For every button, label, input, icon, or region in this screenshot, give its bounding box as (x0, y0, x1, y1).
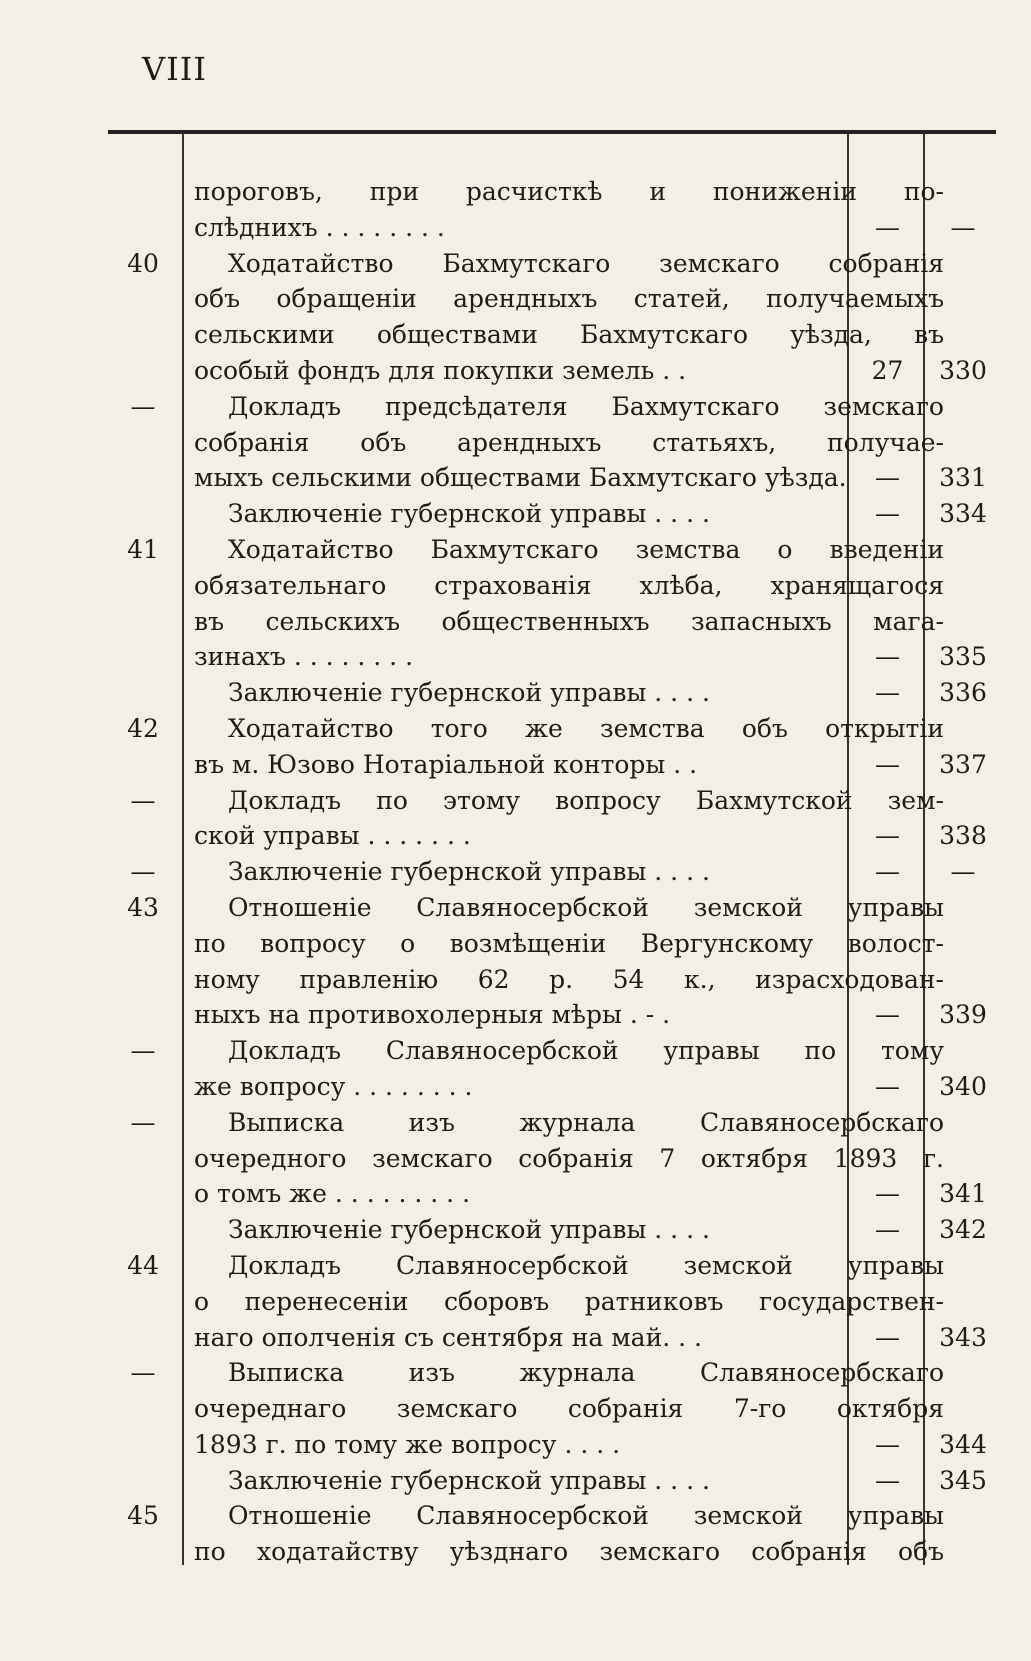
toc-entry (108, 1355, 996, 1462)
page-ref: 344 (939, 1429, 987, 1459)
toc-line (108, 1427, 996, 1463)
entry-text: ской управы . . . . . . . (194, 821, 471, 851)
entry-text: Отношеніе Славяносербской земской управы (228, 1501, 944, 1531)
entry-text: Докладъ Славяносербской управы по тому (228, 1036, 944, 1066)
entry-text: Докладъ Славяносербской земской управы (228, 1250, 944, 1280)
toc-line (108, 890, 996, 926)
entry-number: — (130, 1358, 156, 1388)
entry-number: 42 (127, 713, 159, 743)
toc-line (108, 1033, 996, 1069)
entry-text: сельскими обществами Бахмутскаго уѣзда, въ (194, 320, 944, 350)
entry-text: Заключеніе губернской управы . . . . (228, 1215, 710, 1245)
entry-number: — (130, 785, 156, 815)
toc-line (108, 1355, 996, 1391)
toc-entry (108, 783, 996, 855)
toc-line (108, 1320, 996, 1356)
page-ref: 331 (939, 463, 987, 493)
entry-text: Заключеніе губернской управы . . . . (228, 499, 710, 529)
page-ref: 337 (939, 749, 987, 779)
entry-number: — (130, 1036, 156, 1066)
toc-line (108, 389, 996, 425)
toc-line (108, 1212, 996, 1248)
toc-line (108, 1176, 996, 1212)
toc-line (108, 1498, 996, 1534)
header-rule (108, 130, 996, 134)
entry-text: Выписка изъ журнала Славяносербскаго (228, 1107, 944, 1137)
entry-number: 40 (127, 248, 159, 278)
entry-text: обязательнаго страхованія хлѣба, хранящагося (194, 570, 944, 600)
entry-number: 41 (127, 534, 159, 564)
entry-number: — (130, 1107, 156, 1137)
column-a-value: — (875, 212, 900, 242)
toc-entry (108, 1463, 996, 1499)
toc-line (108, 425, 996, 461)
column-a-value: — (875, 678, 900, 708)
toc-entry (108, 1212, 996, 1248)
toc-line (108, 1284, 996, 1320)
entry-text: очереднаго земскаго собранія 7-го октября (194, 1394, 944, 1424)
entry-text: по вопросу о возмѣщеніи Вергунскому волост- (194, 928, 944, 958)
toc-line (108, 604, 996, 640)
entry-number: — (130, 391, 156, 421)
entry-text: Докладъ предсѣдателя Бахмутскаго земскаго (228, 391, 944, 421)
entry-text: о томъ же . . . . . . . . . (194, 1179, 471, 1209)
toc-entry (108, 1248, 996, 1355)
toc-entry (108, 174, 996, 246)
column-a-value: — (875, 1322, 900, 1352)
toc-line (108, 818, 996, 854)
page-ref: — (950, 212, 976, 242)
toc-line (108, 1248, 996, 1284)
toc-entry (108, 1498, 996, 1570)
toc-entry (108, 890, 996, 1033)
toc-line (108, 532, 996, 568)
column-a-value: — (875, 1215, 900, 1245)
entry-text: Заключеніе губернской управы . . . . (228, 857, 710, 887)
page-ref: 341 (939, 1179, 987, 1209)
page-ref: 330 (939, 355, 987, 385)
toc-line (108, 1463, 996, 1499)
toc-line (108, 711, 996, 747)
column-a-value: 27 (871, 355, 904, 385)
column-a-value: — (875, 642, 900, 672)
toc-line (108, 997, 996, 1033)
toc-line (108, 353, 996, 389)
entry-text: ныхъ на противохолерныя мѣры . - . (194, 1000, 671, 1030)
toc-line (108, 926, 996, 962)
column-a-value: — (875, 1429, 900, 1459)
column-a-value: — (875, 499, 900, 529)
page-ref: 343 (939, 1322, 987, 1352)
toc-line (108, 281, 996, 317)
entry-text: о перенесеніи сборовъ ратниковъ государствен- (194, 1286, 944, 1316)
toc-line (108, 962, 996, 998)
toc-line (108, 747, 996, 783)
entry-text: Выписка изъ журнала Славяносербскаго (228, 1358, 944, 1388)
toc-line (108, 246, 996, 282)
entry-text: слѣдниxъ . . . . . . . . (194, 212, 445, 242)
entry-number: 45 (127, 1501, 159, 1531)
toc-line (108, 568, 996, 604)
toc-entry (108, 1033, 996, 1105)
toc-entry (108, 1105, 996, 1212)
toc-line (108, 1069, 996, 1105)
entry-text: же вопросу . . . . . . . . (194, 1071, 473, 1101)
toc-line (108, 210, 996, 246)
column-a-value: — (875, 463, 900, 493)
toc-line (108, 783, 996, 819)
page-ref: 338 (939, 821, 987, 851)
entry-text: наго ополченія съ сентября на май. . . (194, 1322, 702, 1352)
entry-text: зинахъ . . . . . . . . (194, 642, 414, 672)
toc-line (108, 1534, 996, 1570)
entry-text: Заключеніе губернской управы . . . . (228, 1465, 710, 1495)
column-a-value: — (875, 821, 900, 851)
column-a-value: — (875, 1179, 900, 1209)
entry-text: Ходатайство Бахмутскаго земства о введеніи (228, 534, 944, 564)
entry-text: Ходатайство того же земства объ открытіи (228, 713, 944, 743)
toc-entry (108, 496, 996, 532)
toc-entry (108, 389, 996, 496)
entry-text: Ходатайство Бахмутскаго земскаго собранія (228, 248, 944, 278)
entry-text: Заключеніе губернской управы . . . . (228, 678, 710, 708)
page-ref: — (950, 857, 976, 887)
table-of-contents (108, 174, 996, 1570)
toc-entry (108, 246, 996, 389)
entry-text: мыхъ сельскими обществами Бахмутскаго уѣзда. (194, 463, 847, 493)
entry-text: Отношеніе Славяносербской земской управы (228, 892, 944, 922)
entry-number: 44 (127, 1250, 159, 1280)
toc-line (108, 1391, 996, 1427)
toc-line (108, 854, 996, 890)
toc-entry (108, 854, 996, 890)
column-a-value: — (875, 857, 900, 887)
column-a-value: — (875, 1071, 900, 1101)
toc-line (108, 1105, 996, 1141)
toc-line (108, 174, 996, 210)
entry-text: 1893 г. по тому же вопросу . . . . (194, 1429, 621, 1459)
entry-text: особый фондъ для покупки земель . . (194, 355, 687, 385)
toc-line (108, 496, 996, 532)
toc-line (108, 460, 996, 496)
page-ref: 340 (939, 1071, 987, 1101)
toc-entry (108, 532, 996, 675)
entry-text: ному правленію 62 р. 54 к., израсходован- (194, 964, 944, 994)
entry-text: Докладъ по этому вопросу Бахмутской зем- (228, 785, 944, 815)
page-ref: 336 (939, 678, 987, 708)
column-a-value: — (875, 1000, 900, 1030)
toc-entry (108, 711, 996, 783)
page-ref: 335 (939, 642, 987, 672)
entry-number: 43 (127, 892, 159, 922)
toc-line (108, 639, 996, 675)
toc-entry (108, 675, 996, 711)
page-ref: 334 (939, 499, 987, 529)
toc-line (108, 675, 996, 711)
entry-text: пороговъ, при расчисткѣ и пониженіи по- (194, 177, 944, 206)
entry-text: въ м. Юзово Нотаріальной конторы . . (194, 749, 698, 779)
entry-number: — (130, 857, 156, 887)
entry-text: очередного земскаго собранія 7 октября 1893 г. (194, 1143, 944, 1173)
column-a-value: — (875, 1465, 900, 1495)
column-a-value: — (875, 749, 900, 779)
entry-text: собранія объ арендныхъ статьяхъ, получае- (194, 427, 944, 457)
entry-text: объ обращеніи арендныхъ статей, получаемыхъ (194, 284, 944, 314)
page-number: VIII (142, 50, 208, 88)
page-ref: 342 (939, 1215, 987, 1245)
page-ref: 345 (939, 1465, 987, 1495)
toc-line (108, 1141, 996, 1177)
entry-text: по ходатайству уѣзднаго земскаго собранія объ (194, 1537, 944, 1567)
page-ref: 339 (939, 1000, 987, 1030)
toc-line (108, 317, 996, 353)
entry-text: въ сельскихъ общественныхъ запасныхъ мага- (194, 606, 944, 636)
